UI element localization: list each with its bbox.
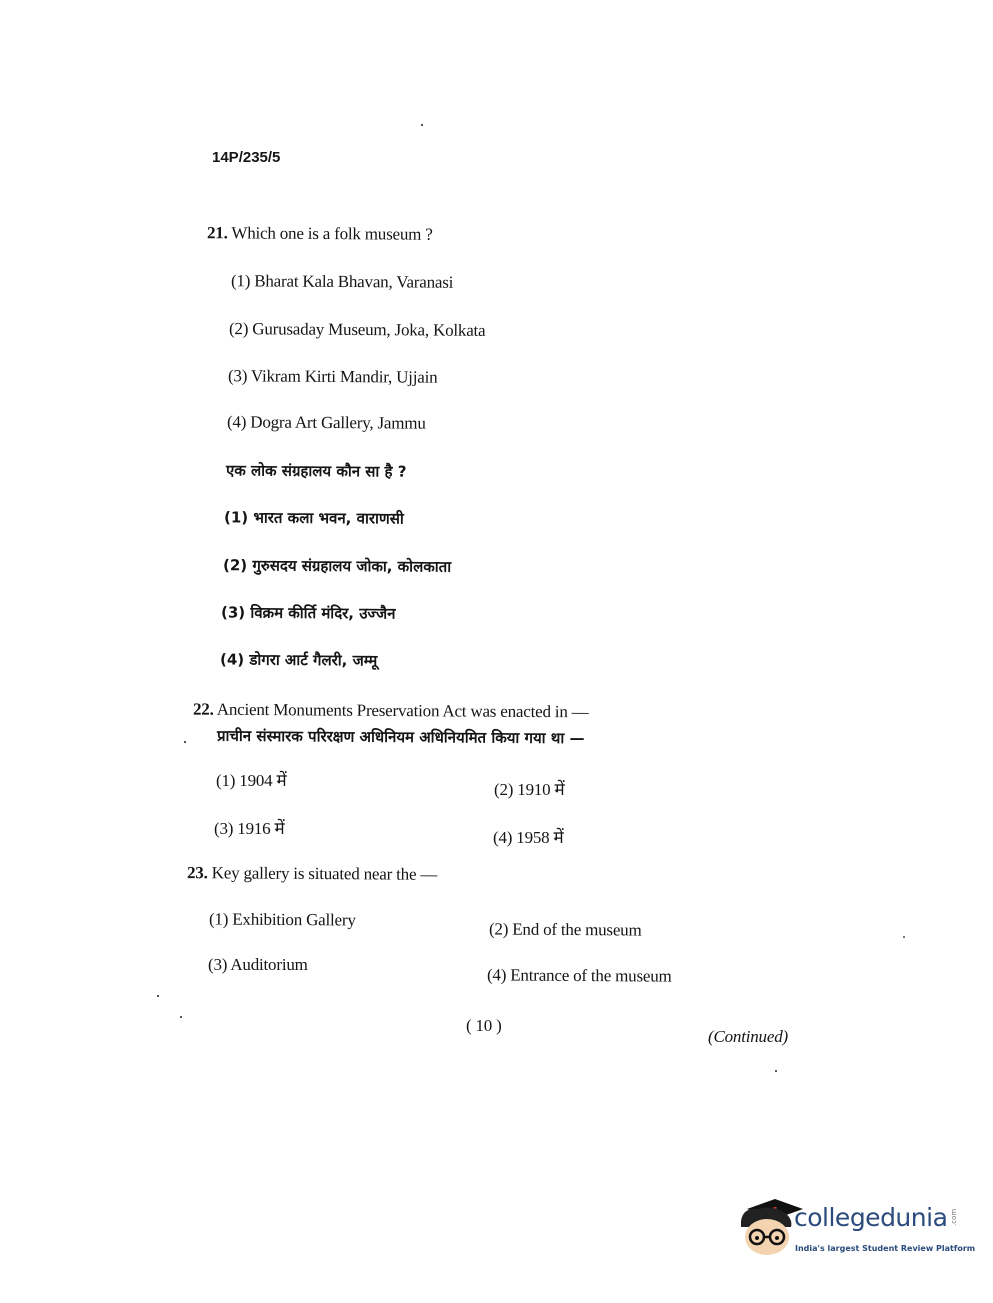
q22-option-2: (2) 1910 में xyxy=(494,780,565,799)
scan-speck xyxy=(775,1070,777,1072)
q22-option-4: (4) 1958 में xyxy=(493,828,564,847)
question-number: 22. xyxy=(192,699,214,719)
q23-option-2: (2) End of the museum xyxy=(488,919,642,940)
question-text-en: Ancient Monuments Preservation Act was enacted in — xyxy=(216,699,589,722)
question-text-en: Which one is a folk museum ? xyxy=(231,223,433,244)
scan-speck xyxy=(157,995,159,997)
question-text-en: Key gallery is situated near the — xyxy=(211,863,438,884)
q21-option-3-hi: (3) विक्रम कीर्ति मंदिर, उज्जैन xyxy=(220,603,396,623)
q21-option-2-hi: (2) गुरुसदय संग्रहालय जोका, कोलकाता xyxy=(222,556,452,576)
question-21-text-hi: एक लोक संग्रहालय कौन सा है ? xyxy=(225,461,407,481)
q23-option-1: (1) Exhibition Gallery xyxy=(208,909,356,930)
q21-option-4-en: (4) Dogra Art Gallery, Jammu xyxy=(226,412,426,433)
q21-option-4-hi: (4) डोगरा आर्ट गैलरी, जम्मू xyxy=(219,650,378,670)
q23-option-3: (3) Auditorium xyxy=(208,955,308,974)
paper-code: 14P/235/5 xyxy=(212,149,281,166)
question-23-title xyxy=(187,863,437,885)
scan-speck xyxy=(184,741,186,743)
q21-option-1-en: (1) Bharat Kala Bhavan, Varanasi xyxy=(230,271,454,292)
continued-label: (Continued) xyxy=(708,1027,788,1046)
question-21-title xyxy=(207,223,433,245)
question-number: 23. xyxy=(186,863,208,883)
q21-option-2-en: (2) Gurusaday Museum, Joka, Kolkata xyxy=(228,319,486,340)
q23-option-4: (4) Entrance of the museum xyxy=(486,965,672,986)
scan-speck xyxy=(421,124,423,126)
page-number: ( 10 ) xyxy=(466,1016,502,1035)
q22-option-1: (1) 1904 में xyxy=(216,771,287,790)
q21-option-1-hi: (1) भारत कला भवन, वाराणसी xyxy=(223,508,404,528)
question-22-title xyxy=(193,700,589,723)
question-22-text-hi: प्राचीन संस्मारक परिरक्षण अधिनियम अधिनियमित किया गया था — xyxy=(216,726,585,748)
brand-name: collegedunia xyxy=(794,1203,948,1232)
brand-tagline: India's largest Student Review Platform xyxy=(795,1244,976,1253)
scan-speck xyxy=(180,1016,182,1018)
q21-option-3-en: (3) Vikram Kirti Mandir, Ujjain xyxy=(227,366,438,387)
q22-option-3: (3) 1916 में xyxy=(214,819,285,838)
question-number: 21. xyxy=(206,223,228,243)
brand-domain: .com xyxy=(950,1208,958,1226)
scan-speck xyxy=(903,936,905,938)
